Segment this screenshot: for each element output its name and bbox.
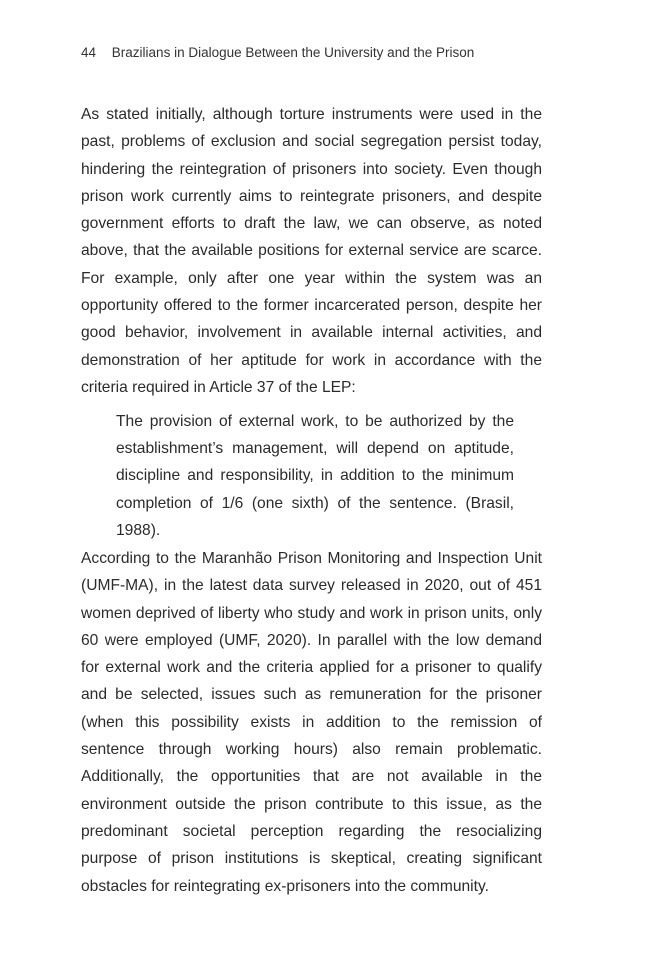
block-quote: The provision of external work, to be authorized by the establishment’s management, will depend on aptitude, discipline and responsibility, in addition to the minimum completion of 1/6 (one sixth) of the sentence. (Brasil, 1988).: [116, 413, 514, 539]
page-number: 44: [81, 45, 97, 60]
running-title: Brazilians in Dialogue Between the University and the Prison: [111, 45, 475, 60]
running-header: [81, 44, 474, 62]
body-paragraph-2: According to the Maranhão Prison Monitoring and Inspection Unit (UMF-MA), in the latest data survey released in 2020, out of 451 women deprived of liberty who study and work in prison units, only 60 were employed (UMF, 2020). In parallel with the low demand for external work and the criteria applied for a prisoner to qualify and be selected, issues such as remuneration for the prisoner (when this possibility exists in addition to the remission of sentence through working hours) also remain problematic. Additionally, the opportunities that are not available in the environment outside the prison contribute to this issue, as the predominant societal perception regarding the resocializing purpose of prison institutions is skeptical, creating significant obstacles for reintegrating ex-prisoners into the community.: [81, 550, 542, 895]
body-paragraph-1: As stated initially, although torture instruments were used in the past, problems of exclusion and social segregation persist today, hindering the reintegration of prisoners into society. Even though prison work currently aims to reintegrate prisoners, and despite government efforts to draft the law, we can observe, as noted above, that the available positions for external service are scarce. For example, only after one year within the system was an opportunity offered to the former incarcerated person, despite her good behavior, involvement in available internal activities, and demonstration of her aptitude for work in accordance with the criteria required in Article 37 of the LEP:: [81, 106, 542, 396]
